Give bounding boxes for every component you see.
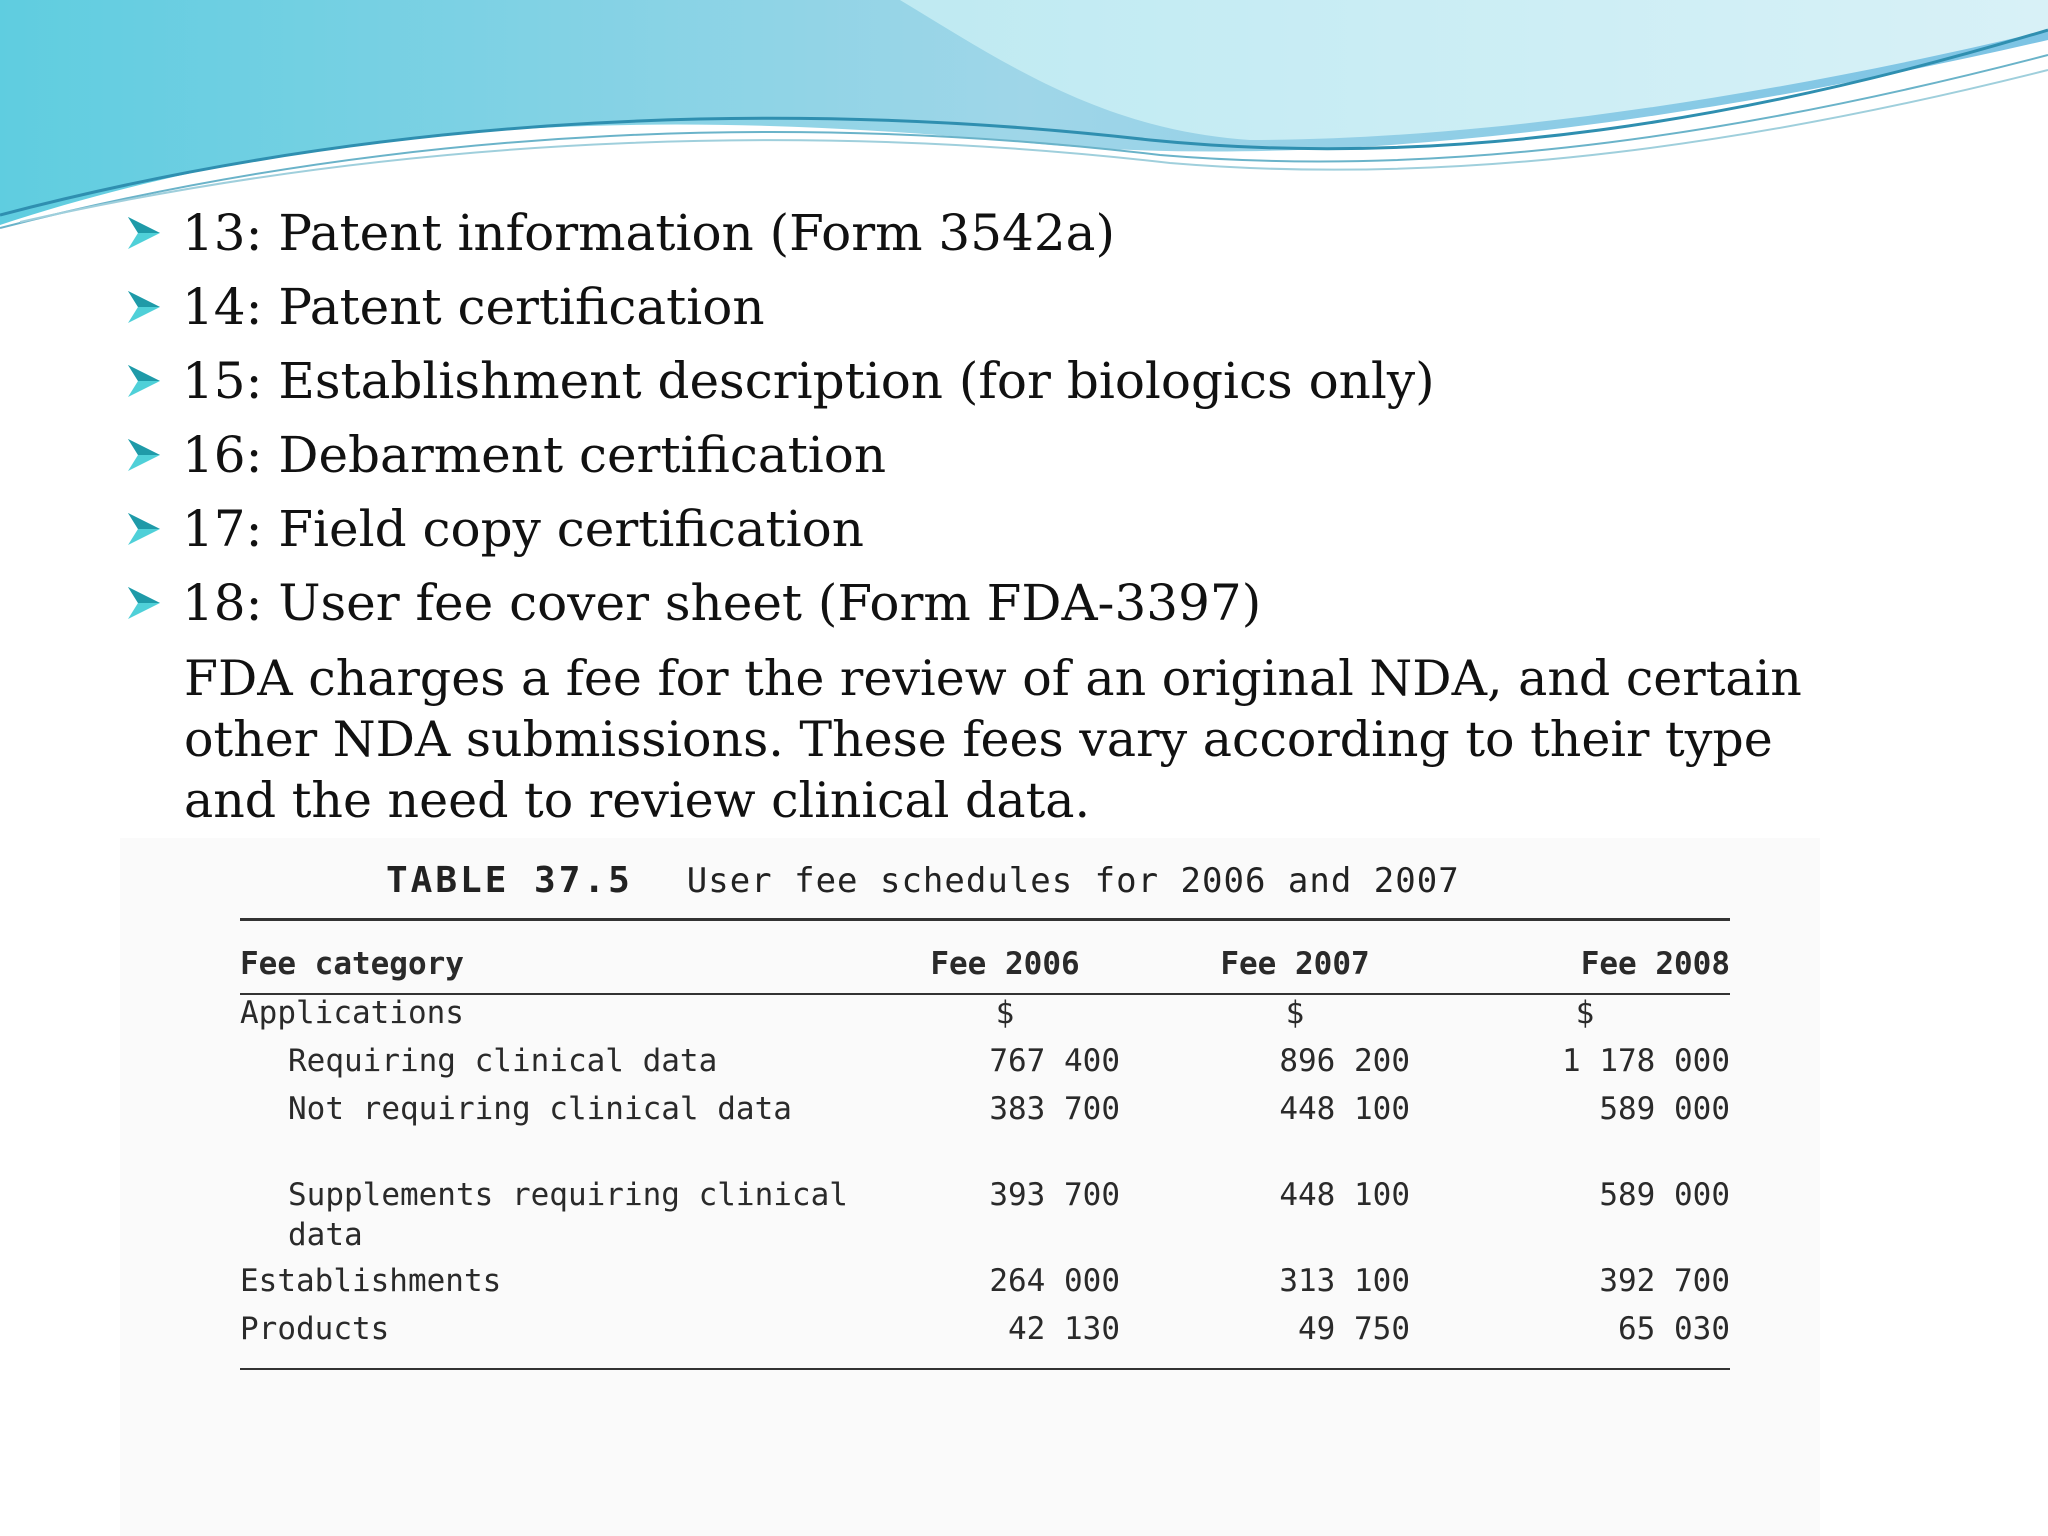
user-fee-table: [240, 935, 1730, 1357]
table-row: [240, 1175, 1730, 1261]
chevron-right-icon: [122, 435, 182, 475]
table-row: [240, 1309, 1730, 1357]
table-number: TABLE 37.5: [386, 860, 633, 901]
row-fee-2006: 393 700: [989, 1177, 1120, 1213]
chevron-right-icon: [122, 361, 182, 401]
group-label-applications: Applications: [240, 995, 464, 1031]
chevron-right-icon: [122, 287, 182, 327]
table-caption: User fee schedules for 2006 and 2007: [686, 861, 1460, 901]
row-fee-2006: 767 400: [989, 1043, 1120, 1079]
chevron-right-icon: [122, 583, 182, 623]
bullet-text: 18: User fee cover sheet (Form FDA-3397): [182, 574, 1262, 632]
header-fee-2007: Fee 2007: [1220, 946, 1370, 982]
row-fee-2006: 264 000: [989, 1263, 1120, 1299]
table-top-rule: [240, 918, 1730, 921]
row-category: Requiring clinical data: [288, 1043, 718, 1079]
row-fee-2008: 1 178 000: [1562, 1043, 1730, 1079]
bullet-item: [122, 196, 1435, 270]
bullet-item: [122, 270, 1435, 344]
table-row: [240, 1089, 1730, 1175]
bullet-item: [122, 566, 1435, 640]
bullet-item: [122, 492, 1435, 566]
row-fee-2007: 448 100: [1279, 1091, 1410, 1127]
bullet-text: 15: Establishment description (for biologics only): [182, 352, 1435, 410]
bullet-list: [122, 196, 1435, 640]
bullet-text: 13: Patent information (Form 3542a): [182, 204, 1115, 262]
header-fee-2006: Fee 2006: [930, 946, 1080, 982]
row-fee-2008: 392 700: [1599, 1263, 1730, 1299]
row-category: Products: [240, 1311, 390, 1347]
unit-2008: $: [1575, 995, 1595, 1031]
table-row: [240, 993, 1730, 1041]
row-fee-2007: 49 750: [1298, 1311, 1410, 1347]
row-fee-2007: 448 100: [1279, 1177, 1410, 1213]
header-fee-category: Fee category: [240, 946, 464, 982]
chevron-right-icon: [122, 509, 182, 549]
row-category: Supplements requiring clinical data: [288, 1177, 848, 1253]
row-fee-2008: 589 000: [1599, 1177, 1730, 1213]
row-fee-2006: 42 130: [1008, 1311, 1120, 1347]
header-fee-2008: Fee 2008: [1580, 946, 1730, 982]
row-fee-2006: 383 700: [989, 1091, 1120, 1127]
row-fee-2008: 65 030: [1618, 1311, 1730, 1347]
table-row: [240, 1261, 1730, 1309]
table-row: [240, 1041, 1730, 1089]
row-fee-2008: 589 000: [1599, 1091, 1730, 1127]
bullet-text: 14: Patent certification: [182, 278, 765, 336]
bullet-text: 16: Debarment certification: [182, 426, 887, 484]
row-fee-2007: 313 100: [1279, 1263, 1410, 1299]
row-fee-2007: 896 200: [1279, 1043, 1410, 1079]
bullet-item: [122, 418, 1435, 492]
row-category: Not requiring clinical data: [288, 1091, 792, 1127]
table-bottom-rule: [240, 1368, 1730, 1370]
unit-2007: $: [1285, 995, 1305, 1031]
table-header-row: [240, 935, 1730, 993]
bullet-text: 17: Field copy certification: [182, 500, 864, 558]
chevron-right-icon: [122, 213, 182, 253]
unit-2006: $: [995, 995, 1015, 1031]
bullet-item: [122, 344, 1435, 418]
table-title: [386, 860, 1460, 901]
fee-description-paragraph: FDA charges a fee for the review of an original NDA, and certain other NDA submissions. These fees vary according to their type and the need to review clinical data.: [184, 650, 1802, 829]
row-category: Establishments: [240, 1263, 502, 1299]
